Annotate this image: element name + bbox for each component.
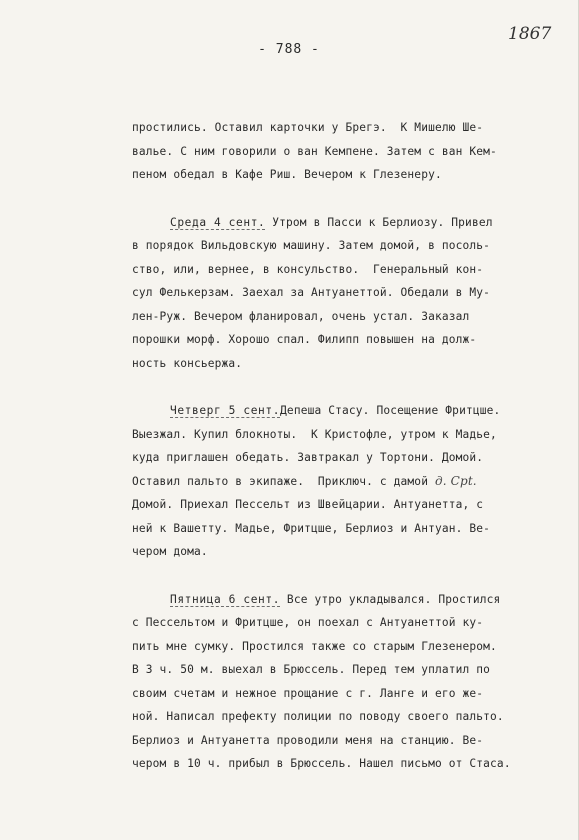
text-line: сул Фелькерзам. Заехал за Антуанеттой. Обедали в Му-: [132, 286, 491, 299]
paragraph-1: [132, 116, 557, 187]
text-line: чером в 10 ч. прибыл в Брюссель. Нашел письмо от Стаса.: [132, 757, 511, 770]
text-line: ней к Вашетту. Мадье, Фритцше, Берлиоз и Антуан. Ве-: [132, 521, 491, 535]
date-heading: Среда 4 сент.: [170, 215, 266, 229]
text-line: В 3 ч. 50 м. выехал в Брюссель. Перед тем уплатил по: [132, 663, 491, 676]
text-line: пеном обедал в Кафе Риш. Вечером к Глезенеру.: [132, 168, 442, 181]
text-line: Домой. Приехал Пессельт из Швейцарии. Антуанетта, с: [132, 498, 484, 511]
text-line: ность консьержа.: [132, 356, 243, 370]
text-line: ство, или, вернее, в консульство. Генеральный кон-: [132, 262, 484, 276]
text-line: чером дома.: [132, 545, 208, 558]
text-line: лен-Руж. Вечером фланировал, очень устал. Заказал: [132, 309, 470, 323]
text-fragment: Депеша Стасу. Посещение Фритцше.: [280, 404, 501, 417]
text-fragment: Утром в Пасси к Берлиозу. Привел: [265, 215, 493, 229]
handwritten-insert: д. Cpt.: [434, 473, 477, 488]
text-line: ной. Написал префекту полиции по поводу своего пальто.: [132, 710, 504, 723]
text-line: Берлиоз и Антуанетта проводили меня на станцию. Ве-: [132, 733, 484, 747]
page-number: - 788 -: [258, 42, 320, 57]
text-line: пить мне сумку. Простился также со старым Глезенером.: [132, 639, 497, 653]
date-heading: Пятница 6 сент.: [170, 592, 281, 606]
date-heading: Четверг 5 сент.: [170, 404, 281, 417]
diary-text: [132, 116, 557, 800]
text-line: [132, 211, 557, 235]
text-line: [132, 470, 557, 494]
handwritten-year-annotation: 1867: [508, 24, 552, 44]
paragraph-thursday: [132, 399, 557, 564]
text-line: Выезжал. Купил блокноты. К Кристофле, утром к Мадье,: [132, 427, 497, 441]
text-fragment: Все утро укладывался. Простился: [280, 592, 501, 606]
text-line: [132, 588, 557, 612]
text-line: в порядок Вильдовскую машину. Затем домой, в посоль-: [132, 239, 491, 252]
text-line: [132, 399, 557, 423]
paragraph-wednesday: [132, 211, 557, 376]
text-line: своим счетам и нежное прощание с г. Ланге и его же-: [132, 686, 484, 700]
text-line: с Пессельтом и Фритцше, он поехал с Антуанеттой ку-: [132, 616, 484, 629]
text-line: валье. С ним говорили о ван Кемпене. Затем с ван Кем-: [132, 144, 497, 158]
text-line: порошки морф. Хорошо спал. Филипп повышен на долж-: [132, 333, 477, 346]
paragraph-friday: [132, 588, 557, 776]
text-line: куда приглашен обедать. Завтракал у Тортони. Домой.: [132, 451, 484, 464]
text-line: простились. Оставил карточки у Брегэ. К Мишелю Ше-: [132, 121, 484, 134]
text-fragment: Оставил пальто в экипаже. Приключ. с дамой: [132, 474, 429, 488]
